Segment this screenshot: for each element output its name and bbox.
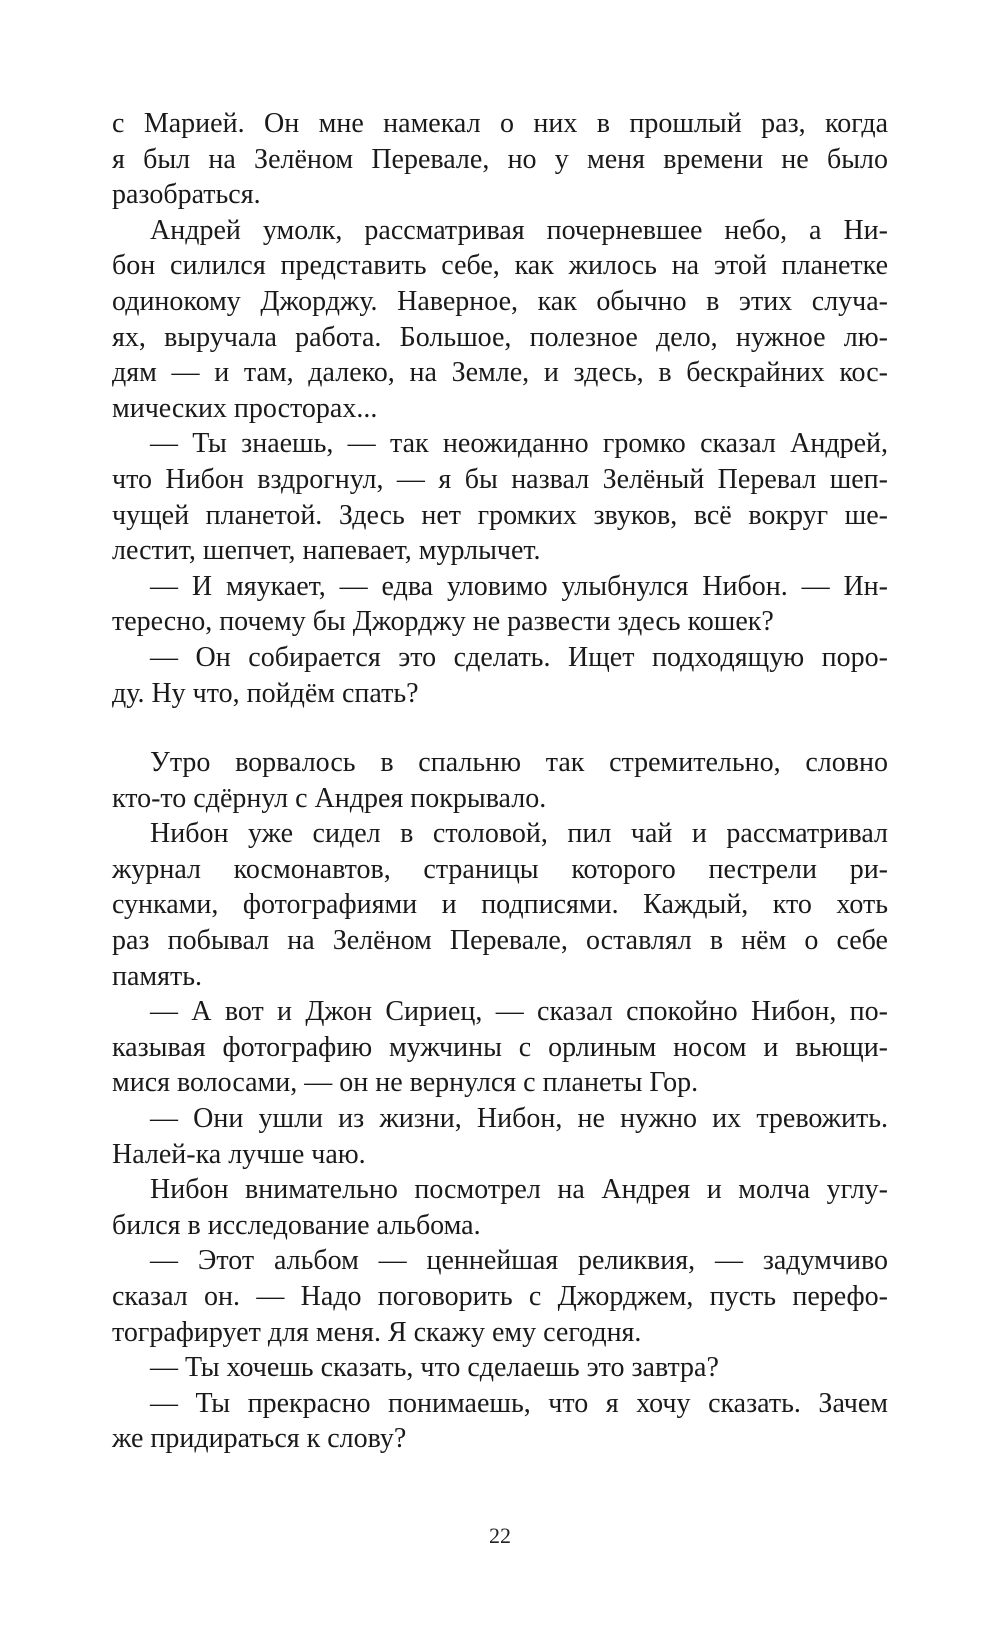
text-line: — Ты хочешь сказать, что сделаешь это завтра? <box>150 1352 719 1384</box>
text-line: — Они ушли из жизни, Нибон, не нужно их тревожить. <box>150 1103 888 1135</box>
text-line: — Этот альбом — ценнейшая реликвия, — задумчиво <box>150 1245 888 1277</box>
text-line: — Ты знаешь, — так неожиданно громко сказал Андрей, <box>150 428 888 460</box>
text-line: чущей планетой. Здесь нет громких звуков, всё вокруг ше- <box>112 499 888 531</box>
text-line: сунками, фотографиями и подписями. Каждый, кто хоть <box>112 889 888 921</box>
page-body <box>112 106 888 1457</box>
text-line: что Нибон вздрогнул, — я бы назвал Зелёный Перевал шеп- <box>112 463 888 495</box>
text-line: Налей-ка лучше чаю. <box>112 1138 366 1170</box>
text-line: с Марией. Он мне намекал о них в прошлый раз, когда <box>112 108 888 139</box>
text-line: раз побывал на Зелёном Перевале, оставлял в нём о себе <box>112 925 888 957</box>
text-line: Утро ворвалось в спальню так стремительно, словно <box>150 747 888 779</box>
text-line: тересно, почему бы Джорджу не развести здесь кошек? <box>112 606 774 638</box>
text-line: одинокому Джорджу. Наверное, как обычно в этих случа- <box>112 285 888 317</box>
text-line: — А вот и Джон Сириец, — сказал спокойно Нибон, по- <box>150 996 888 1028</box>
text-line: ях, выручала работа. Большое, полезное дело, нужное лю- <box>112 321 888 353</box>
text-line: мических просторах... <box>112 392 378 424</box>
text-line: — Он собирается это сделать. Ищет подходящую поро- <box>150 641 888 673</box>
text-block-2 <box>112 745 888 1457</box>
text-line: память. <box>112 960 203 992</box>
text-line: — Ты прекрасно понимаешь, что я хочу сказать. Зачем <box>150 1387 888 1419</box>
text-line: бон силился представить себе, как жилось на этой планетке <box>112 250 888 282</box>
text-line: разобраться. <box>112 179 261 211</box>
text-line: бился в исследование альбома. <box>112 1209 481 1241</box>
text-block-1 <box>112 106 888 711</box>
text-line: дям — и там, далеко, на Земле, и здесь, в бескрайних кос- <box>112 357 888 389</box>
text-line: — И мяукает, — едва уловимо улыбнулся Нибон. — Ин- <box>150 570 888 602</box>
text-line: казывая фотографию мужчины с орлиным носом и вьющи- <box>112 1031 888 1063</box>
section-gap <box>112 711 888 745</box>
text-line: сказал он. — Надо поговорить с Джорджем, пусть перефо- <box>112 1281 888 1312</box>
text-line: Нибон внимательно посмотрел на Андрея и молча углу- <box>150 1174 888 1206</box>
text-line: кто-то сдёрнул с Андрея покрывало. <box>112 782 547 814</box>
text-line: журнал космонавтов, страницы которого пестрели ри- <box>112 853 888 885</box>
page-number: 22 <box>489 1523 511 1548</box>
text-line: я был на Зелёном Перевале, но у меня времени не было <box>112 143 888 175</box>
text-line: же придираться к слову? <box>112 1423 407 1455</box>
text-line: ду. Ну что, пойдём спать? <box>112 677 419 709</box>
text-line: мися волосами, — он не вернулся с планеты Гор. <box>112 1067 699 1099</box>
text-line: лестит, шепчет, напевает, мурлычет. <box>112 535 541 567</box>
text-line: Нибон уже сидел в столовой, пил чай и рассматривал <box>150 818 888 850</box>
text-line: тографирует для меня. Я скажу ему сегодня. <box>112 1316 642 1348</box>
text-line: Андрей умолк, рассматривая почерневшее небо, а Ни- <box>150 214 888 246</box>
